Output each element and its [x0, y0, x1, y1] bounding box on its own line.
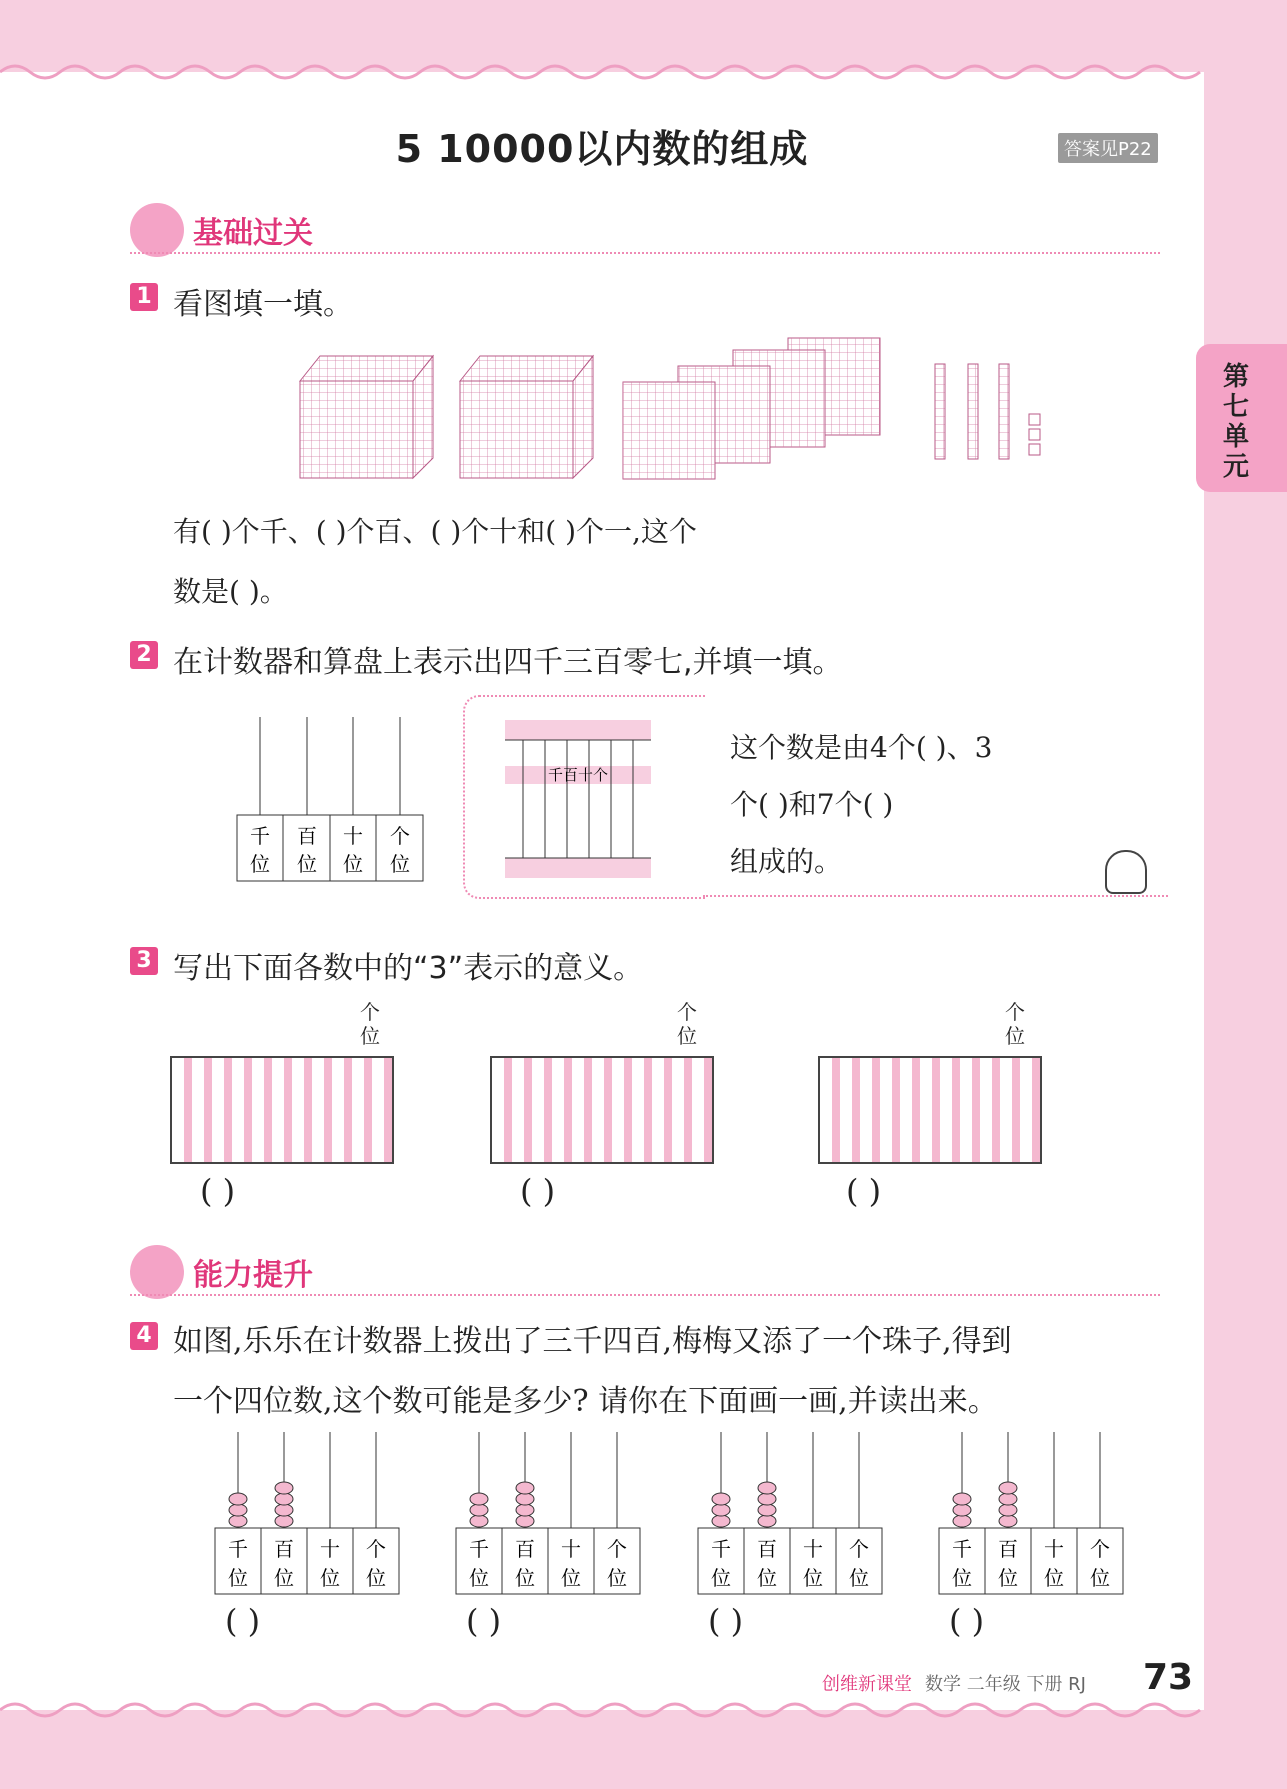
- svg-text:位: 位: [952, 1566, 972, 1590]
- section-heading-basic: 基础过关: [193, 216, 313, 251]
- svg-text:位: 位: [561, 1566, 581, 1590]
- footer-subject: 数学 二年级 下册 RJ: [925, 1674, 1086, 1695]
- unit-label: 个 位: [360, 1000, 380, 1048]
- q2-dotted-bottom: [703, 895, 1168, 897]
- question-text: 写出下面各数中的“3”表示的意义。: [173, 951, 644, 986]
- abacus[interactable]: [170, 1056, 394, 1164]
- q2-fill-line-2[interactable]: 个( )和7个( ): [730, 788, 894, 821]
- svg-text:十: 十: [343, 824, 363, 848]
- svg-text:位: 位: [515, 1566, 535, 1590]
- svg-text:位: 位: [711, 1566, 731, 1590]
- svg-text:位: 位: [390, 852, 410, 876]
- svg-text:千: 千: [228, 1537, 248, 1561]
- abacus-item-2: [490, 1000, 720, 1170]
- answer-paren-q4-2[interactable]: ( ): [466, 1602, 502, 1640]
- svg-text:十: 十: [561, 1537, 581, 1561]
- abacus-place-label: 千百十个: [547, 766, 609, 784]
- question-number: 4: [130, 1322, 158, 1350]
- q1-fill-line-1[interactable]: 有( )个千、( )个百、( )个十和( )个一,这个: [173, 515, 697, 548]
- question-text-line-1: 如图,乐乐在计数器上拨出了三千四百,梅梅又添了一个珠子,得到: [173, 1324, 1012, 1359]
- question-text-line-2: 一个四位数,这个数可能是多少? 请你在下面画一画,并读出来。: [173, 1384, 998, 1419]
- svg-text:千: 千: [952, 1537, 972, 1561]
- section-divider: [130, 1294, 1160, 1296]
- hundred-flats: [623, 338, 880, 479]
- abacus[interactable]: [490, 1056, 714, 1164]
- svg-text:个: 个: [1090, 1537, 1110, 1561]
- svg-text:位: 位: [469, 1566, 489, 1590]
- svg-text:位: 位: [297, 852, 317, 876]
- unit-cubes: [1029, 414, 1040, 455]
- abacus-item-1: [170, 1000, 400, 1170]
- q2-fill-line-3: 组成的。: [730, 845, 843, 878]
- svg-text:个: 个: [849, 1537, 869, 1561]
- svg-text:千: 千: [250, 824, 270, 848]
- unit-tab-label: 第七单元: [1222, 362, 1249, 482]
- svg-text:十: 十: [1044, 1537, 1064, 1561]
- wavy-border-top: [0, 50, 1287, 90]
- abacus-q2[interactable]: [503, 718, 653, 883]
- q2-fill-line-1[interactable]: 这个数是由4个( )、3: [730, 731, 993, 764]
- svg-text:位: 位: [1044, 1566, 1064, 1590]
- unit-tab[interactable]: [1196, 344, 1287, 492]
- counting-frame-q4-1[interactable]: [214, 1428, 404, 1598]
- bunny-icon: [1105, 850, 1147, 894]
- svg-text:位: 位: [366, 1566, 386, 1590]
- counting-frame-q4-3[interactable]: [697, 1428, 887, 1598]
- section-divider: [130, 252, 1160, 254]
- answer-paren-2[interactable]: ( ): [520, 1172, 556, 1210]
- answer-paren-1[interactable]: ( ): [200, 1172, 236, 1210]
- page-title: 5 10000以内数的组成: [395, 127, 809, 171]
- answer-paren-q4-1[interactable]: ( ): [225, 1602, 261, 1640]
- svg-text:百: 百: [998, 1537, 1018, 1561]
- question-number: 2: [130, 641, 158, 669]
- svg-text:位: 位: [274, 1566, 294, 1590]
- svg-text:位: 位: [320, 1566, 340, 1590]
- counting-frame-q2[interactable]: [230, 705, 430, 885]
- svg-text:个: 个: [390, 824, 410, 848]
- svg-text:千: 千: [469, 1537, 489, 1561]
- svg-text:十: 十: [320, 1537, 340, 1561]
- svg-text:个: 个: [366, 1537, 386, 1561]
- answer-paren-3[interactable]: ( ): [846, 1172, 882, 1210]
- mascot-icon: [130, 1245, 184, 1299]
- section-heading-advanced: 能力提升: [193, 1258, 313, 1293]
- answer-reference: 答案见P22: [1058, 133, 1158, 163]
- question-number: 3: [130, 947, 158, 975]
- mascot-icon: [130, 203, 184, 257]
- svg-text:百: 百: [297, 824, 317, 848]
- q1-fill-line-2[interactable]: 数是( )。: [173, 575, 288, 608]
- counting-frame-q4-4[interactable]: [938, 1428, 1128, 1598]
- wavy-border-bottom: [0, 1692, 1287, 1732]
- answer-paren-q4-4[interactable]: ( ): [949, 1602, 985, 1640]
- svg-text:位: 位: [228, 1566, 248, 1590]
- svg-text:位: 位: [607, 1566, 627, 1590]
- thousand-cube-2: [460, 356, 593, 478]
- svg-text:个: 个: [607, 1537, 627, 1561]
- thousand-cube-1: [300, 356, 433, 478]
- svg-text:位: 位: [1090, 1566, 1110, 1590]
- svg-text:十: 十: [803, 1537, 823, 1561]
- svg-text:千: 千: [711, 1537, 731, 1561]
- footer-brand: 创维新课堂: [822, 1674, 912, 1695]
- abacus-item-3: [818, 1000, 1048, 1170]
- base-ten-blocks-figure: [295, 336, 1055, 486]
- svg-text:位: 位: [757, 1566, 777, 1590]
- question-text: 看图填一填。: [173, 287, 353, 322]
- svg-text:位: 位: [803, 1566, 823, 1590]
- page-number: 73: [1143, 1657, 1194, 1698]
- abacus[interactable]: [818, 1056, 1042, 1164]
- unit-label: 个 位: [1005, 1000, 1025, 1048]
- answer-paren-q4-3[interactable]: ( ): [708, 1602, 744, 1640]
- unit-label: 个 位: [677, 1000, 697, 1048]
- svg-text:位: 位: [343, 852, 363, 876]
- question-number: 1: [130, 283, 158, 311]
- counting-frame-q4-2[interactable]: [455, 1428, 645, 1598]
- svg-text:位: 位: [250, 852, 270, 876]
- svg-text:位: 位: [998, 1566, 1018, 1590]
- svg-text:位: 位: [849, 1566, 869, 1590]
- svg-text:百: 百: [515, 1537, 535, 1561]
- svg-text:百: 百: [757, 1537, 777, 1561]
- svg-text:百: 百: [274, 1537, 294, 1561]
- ten-rods: [935, 364, 1009, 459]
- question-text: 在计数器和算盘上表示出四千三百零七,并填一填。: [173, 645, 843, 680]
